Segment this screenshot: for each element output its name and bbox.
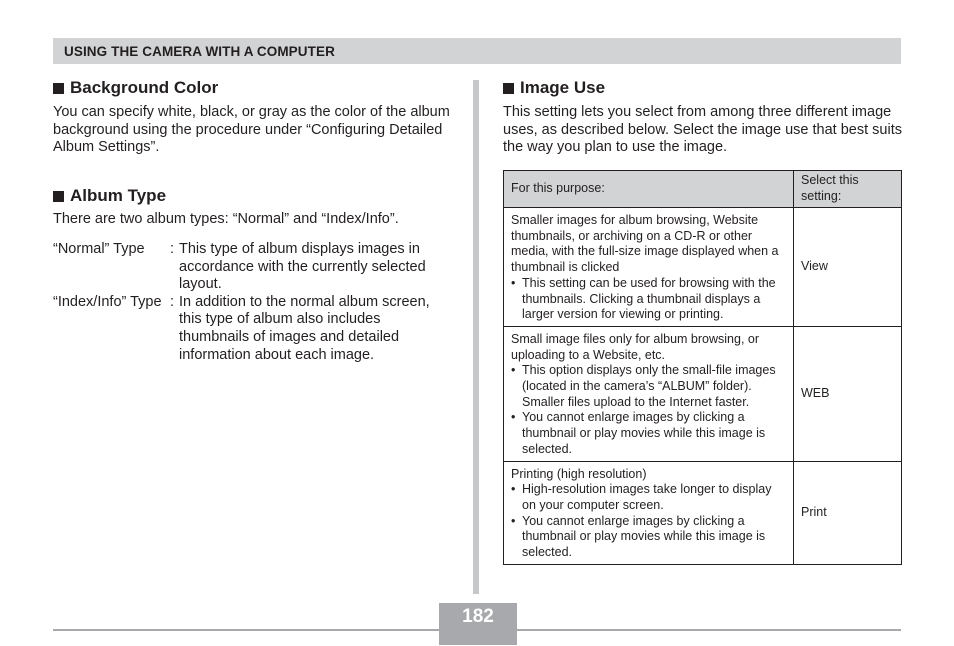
album-type-intro: There are two album types: “Normal” and “Index/Info”. — [53, 211, 399, 227]
square-bullet-icon — [53, 191, 64, 202]
note-item: • High-resolution images take longer to display on your computer screen. — [511, 482, 786, 513]
purpose-text: Smaller images for album browsing, Website thumbnails, or archiving on a CD-R or other media, with the full-size image displayed when a thumbnail is clicked — [511, 213, 779, 275]
type-description: In addition to the normal album screen, this type of album also includes thumbnails of images and detailed information about each image. — [179, 293, 430, 363]
setting-cell: View — [794, 208, 902, 327]
table-row — [504, 326, 902, 461]
header-title: USING THE CAMERA WITH A COMPUTER — [64, 44, 335, 59]
type-label: “Normal” Type — [53, 241, 145, 257]
type-colon: : — [170, 293, 175, 310]
setting-cell: WEB — [794, 326, 902, 461]
square-bullet-icon — [503, 83, 514, 94]
notes-list — [511, 482, 786, 561]
album-type-index-info — [53, 294, 453, 364]
background-color-heading — [53, 78, 218, 98]
image-use-body: This setting lets you select from among three different image uses, as described below. Select the image use that best suits the way you plan to use the image. — [503, 104, 902, 156]
album-type-title: Album Type — [70, 186, 167, 205]
page-number: 182 — [462, 606, 494, 627]
notes-list — [511, 276, 786, 323]
note-item: • You cannot enlarge images by clicking a thumbnail or play movies while this image is selected. — [511, 514, 786, 561]
image-use-title: Image Use — [520, 78, 606, 97]
background-color-body: You can specify white, black, or gray as the color of the album background using the procedure under “Configuring Detailed Album Settings”. — [53, 104, 450, 156]
purpose-cell — [504, 326, 794, 461]
page-number-tab — [439, 631, 517, 645]
square-bullet-icon — [53, 83, 64, 94]
purpose-cell — [504, 208, 794, 327]
album-types-list — [53, 241, 453, 364]
note-item: • This setting can be used for browsing with the thumbnails. Clicking a thumbnail displays a larger version for viewing or printing. — [511, 276, 786, 323]
note-item: • This option displays only the small-file images (located in the camera’s “ALBUM” folder). Smaller files upload to the Internet faster. — [511, 363, 786, 410]
page-number-badge — [439, 603, 517, 630]
image-use-table — [503, 170, 902, 565]
background-color-title: Background Color — [70, 78, 219, 97]
setting-cell: Print — [794, 461, 902, 564]
purpose-text: Printing (high resolution) — [511, 466, 647, 481]
column-header-setting: Select this setting: — [794, 171, 902, 208]
image-use-heading — [503, 78, 605, 98]
album-type-normal — [53, 241, 453, 294]
table-header-row — [504, 171, 902, 208]
type-description: This type of album displays images in accordance with the currently selected layout. — [179, 241, 426, 293]
column-divider — [473, 80, 479, 594]
note-item: • You cannot enlarge images by clicking a thumbnail or play movies while this image is selected. — [511, 410, 786, 457]
type-colon: : — [170, 241, 175, 257]
header-bar — [53, 38, 901, 64]
notes-list — [511, 363, 786, 457]
table-row — [504, 208, 902, 327]
purpose-text: Small image files only for album browsing, or uploading to a Website, etc. — [511, 331, 760, 362]
album-type-heading — [53, 186, 166, 206]
column-header-purpose: For this purpose: — [504, 171, 794, 208]
table-row — [504, 461, 902, 564]
purpose-cell — [504, 461, 794, 564]
type-label: “Index/Info” Type — [53, 293, 162, 310]
